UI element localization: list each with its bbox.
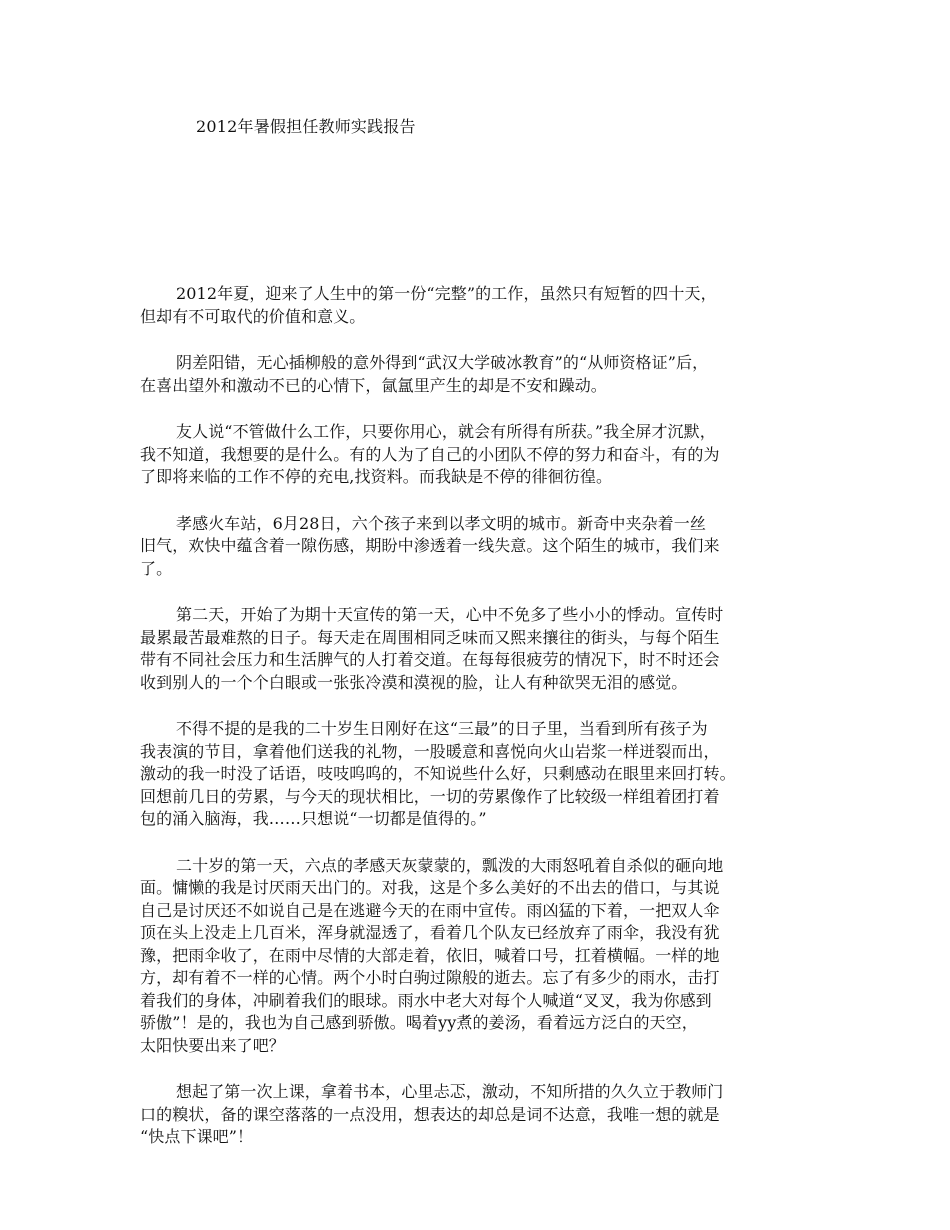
document-title: 2012年暑假担任教师实践报告	[196, 117, 416, 136]
paragraph-line: 在喜出望外和激动不已的心情下，氤氲里产生的却是不安和躁动。	[140, 375, 607, 395]
paragraph-line: 阴差阳错，无心插柳般的意外得到“武汉大学破冰教育”的“从师资格证”后，	[176, 353, 709, 372]
paragraph-5	[140, 604, 800, 694]
paragraph-line: 旧气，欢快中蕴含着一隙伤感，期盼中渗透着一线失意。这个陌生的城市，我们来	[140, 536, 720, 555]
document-body	[140, 283, 800, 1173]
paragraph-line: 我表演的节目，拿着他们送我的礼物，一股暖意和喜悦向火山岩浆一样迸裂而出，	[140, 741, 720, 761]
paragraph-2	[140, 352, 800, 397]
paragraph-line: 我不知道，我想要的是什么。有的人为了自己的小团队不停的努力和奋斗，有的为	[140, 444, 720, 464]
paragraph-line: 面。慵懒的我是讨厌雨天出门的。对我，这是个多么美好的不出去的借口，与其说	[140, 878, 720, 897]
paragraph-1	[140, 283, 800, 328]
paragraph-7	[140, 855, 800, 1058]
paragraph-line: 了即将来临的工作不停的充电,找资料。而我缺是不停的徘徊彷徨。	[140, 467, 613, 486]
paragraph-line: 带有不同社会压力和生活脾气的人打着交道。在每每很疲劳的情况下，时不时还会	[140, 650, 720, 669]
paragraph-line: 激动的我一时没了话语，吱吱呜呜的，不知说些什么好，只剩感动在眼里来回打转。	[140, 764, 736, 783]
paragraph-4	[140, 513, 800, 581]
paragraph-line: 自己是讨厌还不如说自己是在逃避今天的在雨中宣传。雨凶猛的下着，一把双人伞	[140, 900, 720, 920]
paragraph-line: 但却有不可取代的价值和意义。	[140, 306, 366, 326]
paragraph-line: 不得不提的是我的二十岁生日刚好在这“三最”的日子里，当看到所有孩子为	[176, 719, 708, 738]
paragraph-line: 豫，把雨伞收了，在雨中尽情的大部走着，依旧，喊着口号，扛着横幅。一样的地	[140, 945, 720, 965]
paragraph-line: 第二天，开始了为期十天宣传的第一天，心中不免多了些小小的悸动。宣传时	[176, 605, 724, 624]
paragraph-3	[140, 421, 800, 489]
paragraph-line: 太阳快要出来了吧？	[140, 1035, 285, 1055]
paragraph-line: 顶在头上没走上几百米，浑身就湿透了，看着几个队友已经放弃了雨伞，我没有犹	[140, 923, 720, 942]
paragraph-6	[140, 718, 800, 831]
paragraph-line: 包的涌入脑海，我……只想说“一切都是值得的。”	[140, 809, 487, 828]
paragraph-line: “快点下课吧”！	[140, 1127, 254, 1146]
paragraph-line: 孝感火车站，6月28日，六个孩子来到以孝文明的城市。新奇中夹杂着一丝	[176, 513, 706, 533]
paragraph-line: 了。	[140, 558, 173, 578]
paragraph-line: 想起了第一次上课，拿着书本，心里忐忑，激动，不知所措的久久立于教师门	[176, 1082, 724, 1101]
paragraph-8	[140, 1081, 800, 1149]
paragraph-line: 收到别人的一个个白眼或一张张冷漠和漠视的脸，让人有种欲哭无泪的感觉。	[140, 672, 688, 692]
paragraph-line: 骄傲”！是的，我也为自己感到骄傲。喝着yy煮的姜汤，看着远方泛白的天空，	[140, 1013, 698, 1032]
paragraph-line: 友人说“不管做什么工作，只要你用心，就会有所得有所获。”我全屏才沉默，	[176, 422, 716, 441]
paragraph-line: 2012年夏，迎来了人生中的第一份“完整”的工作，虽然只有短暂的四十天，	[176, 284, 717, 303]
paragraph-line: 着我们的身体，冲刷着我们的眼球。雨水中老大对每个人喊道“叉叉，我为你感到	[140, 990, 712, 1010]
paragraph-line: 方，却有着不一样的心情。两个小时白驹过隙般的逝去。忘了有多少的雨水，击打	[140, 968, 720, 987]
paragraph-line: 最累最苦最难熬的日子。每天走在周围相同乏味而又熙来攘往的街头，与每个陌生	[140, 627, 720, 647]
paragraph-line: 二十岁的第一天，六点的孝感天灰蒙蒙的，瓢泼的大雨怒吼着自杀似的砸向地	[176, 855, 724, 875]
paragraph-line: 口的糗状，备的课空落落的一点没用，想表达的却总是词不达意，我唯一想的就是	[140, 1104, 720, 1124]
paragraph-line: 回想前几日的劳累，与今天的现状相比，一切的劳累像作了比较级一样组着团打着	[140, 786, 720, 806]
